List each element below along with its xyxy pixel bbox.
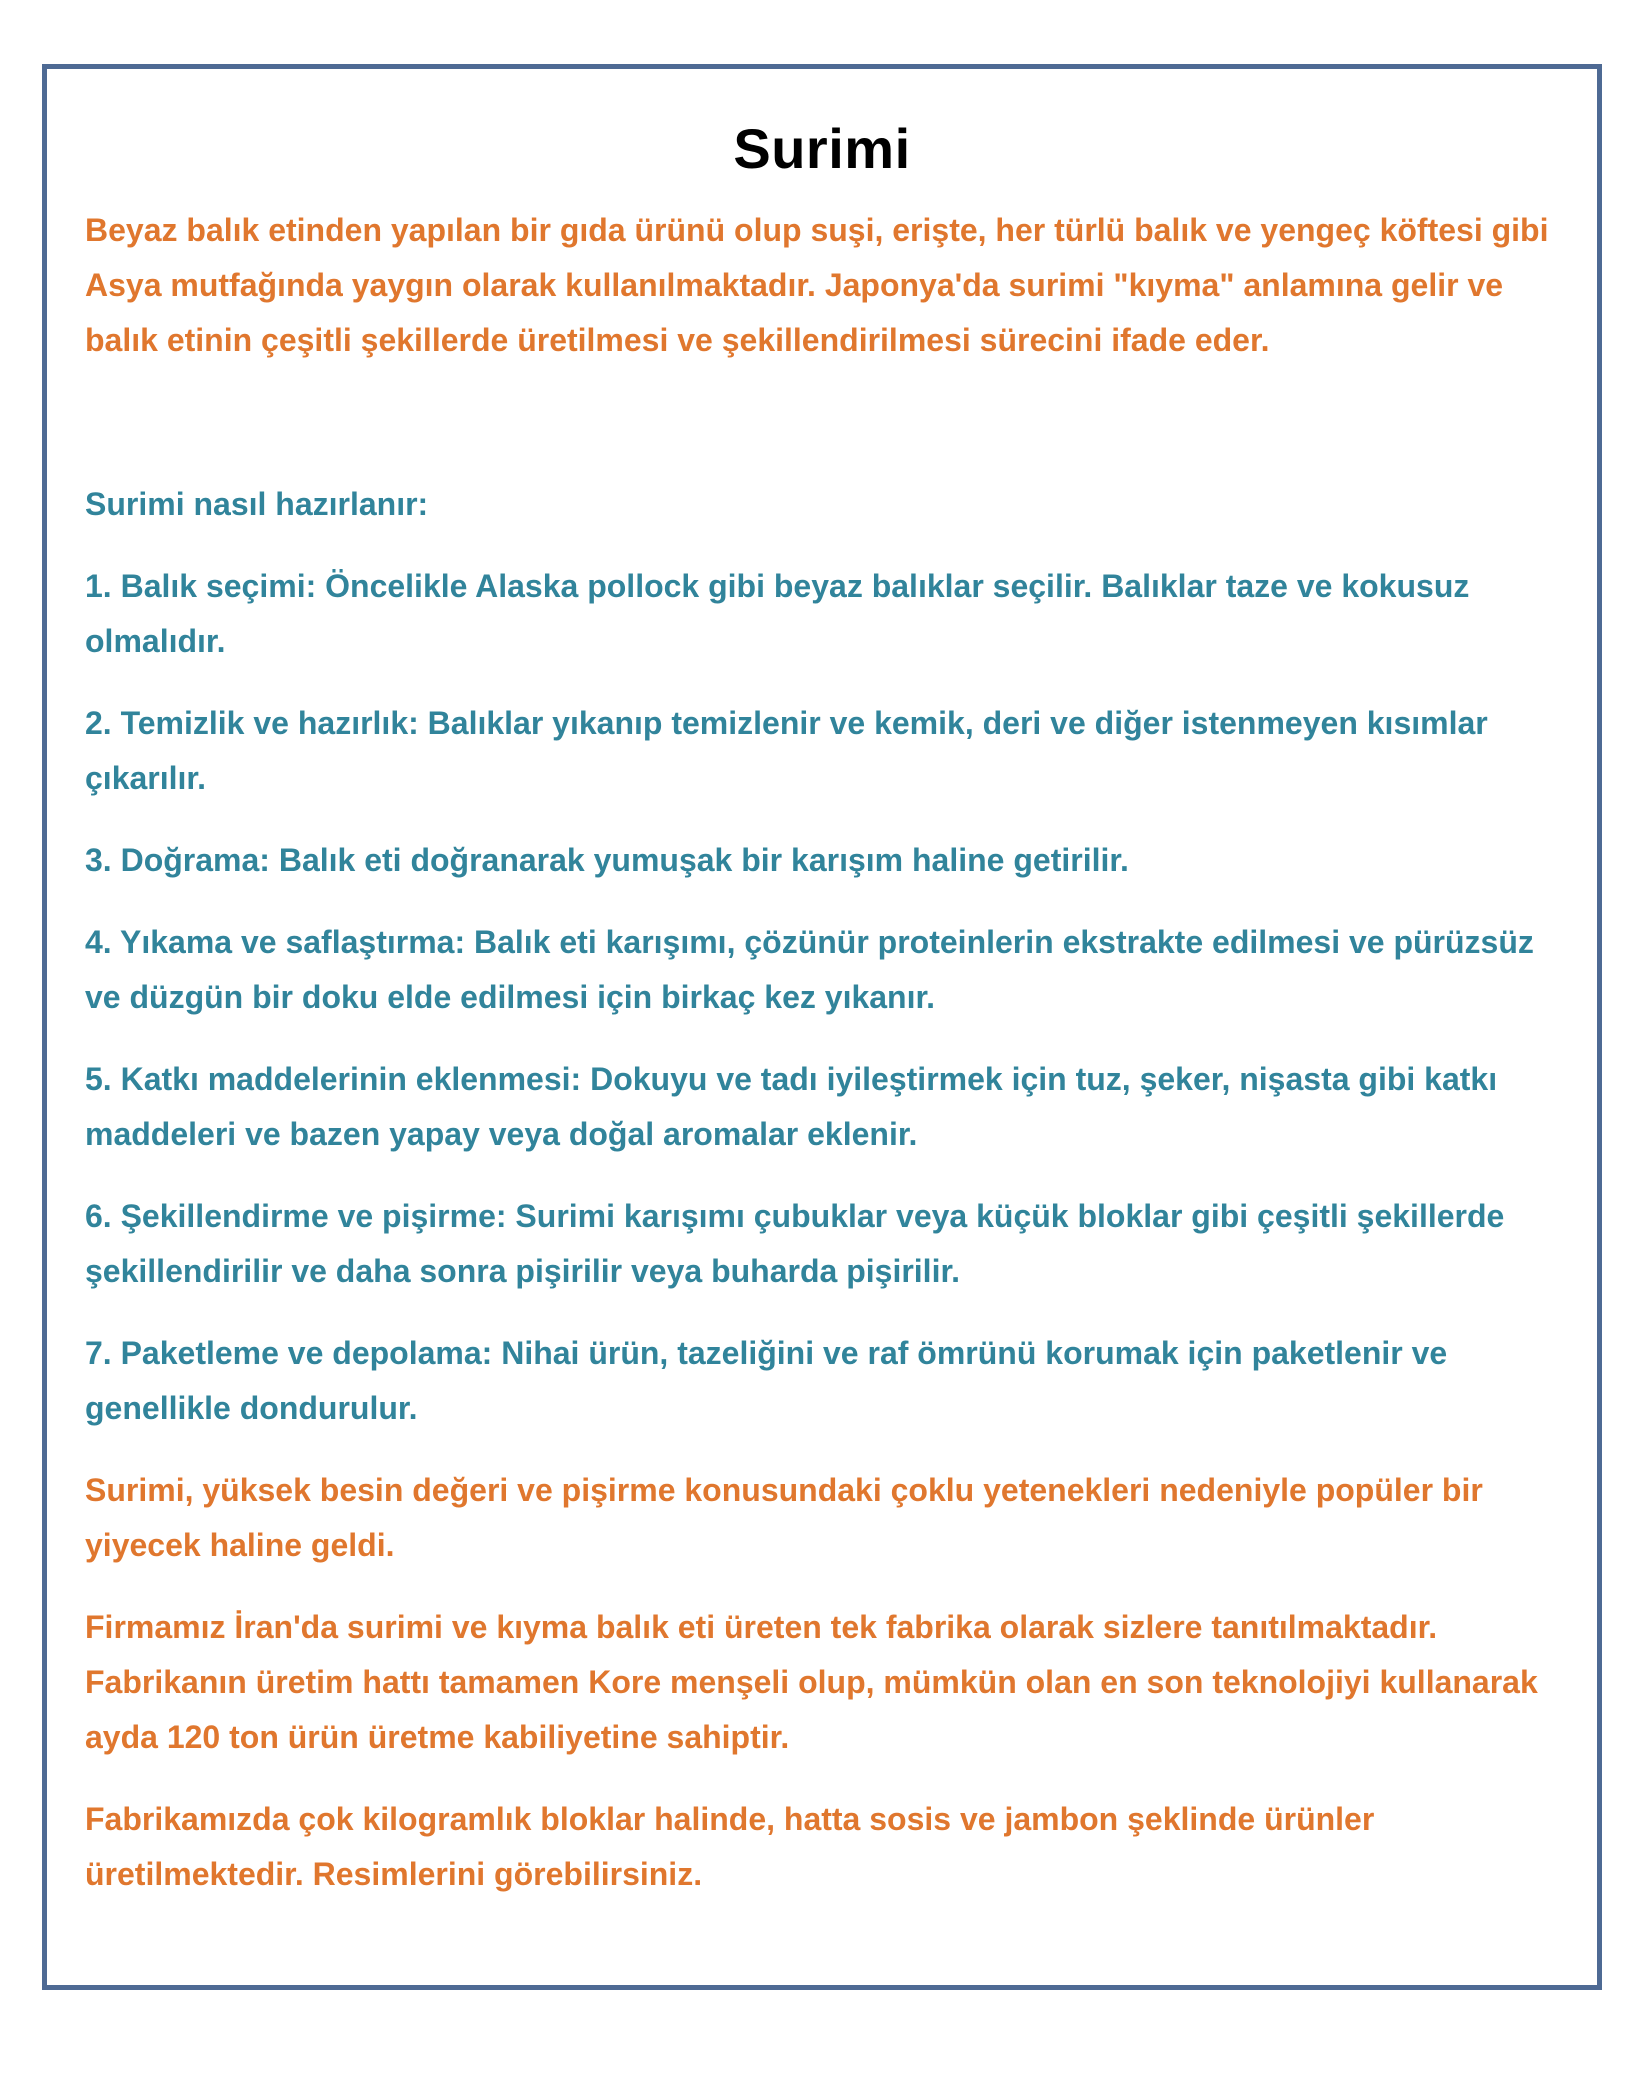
- document-frame: [42, 64, 1602, 1990]
- steps-heading: Surimi nasıl hazırlanır:: [85, 486, 429, 522]
- step-2: 2. Temizlik ve hazırlık: Balıklar yıkanıp temizlenir ve kemik, deri ve diğer istenmeyen kısımlar çıkarılır.: [85, 705, 1488, 796]
- closing-paragraph-3: Fabrikamızda çok kilogramlık bloklar halinde, hatta sosis ve jambon şeklinde ürünler üretilmektedir. Resimlerini görebilirsiniz.: [85, 1801, 1375, 1892]
- spacer: [85, 395, 1559, 477]
- step-5: 5. Katkı maddelerinin eklenmesi: Dokuyu ve tadı iyileştirmek için tuz, şeker, nişasta gibi katkı maddeleri ve bazen yapay veya doğal aromalar eklenir.: [85, 1061, 1498, 1152]
- step-7: 7. Paketleme ve depolama: Nihai ürün, tazeliğini ve raf ömrünü korumak için paketlenir ve genellikle dondurulur.: [85, 1335, 1448, 1426]
- document-content: [85, 109, 1559, 1929]
- closing-paragraph-2: Firmamız İran'da surimi ve kıyma balık eti üreten tek fabrika olarak sizlere tanıtılmaktadır. Fabrikanın üretim hattı tamamen Kore menşeli olup, mümkün olan en son teknolojiyi kullanarak ayda 120 ton ürün üretme kabiliyetine sahiptir.: [85, 1609, 1538, 1755]
- intro-paragraph: Beyaz balık etinden yapılan bir gıda ürünü olup suşi, erişte, her türlü balık ve yengeç köftesi gibi Asya mutfağında yaygın olarak kullanılmaktadır. Japonya'da surimi "kıyma" anlamına gelir ve balık etinin çeşitli şekillerde üretilmesi ve şekillendirilmesi sürecini ifade eder.: [85, 212, 1549, 358]
- step-6: 6. Şekillendirme ve pişirme: Surimi karışımı çubuklar veya küçük bloklar gibi çeşitli şekillerde şekillendirilir ve daha sonra pişirilir veya buharda pişirilir.: [85, 1198, 1505, 1289]
- closing-paragraph-1: Surimi, yüksek besin değeri ve pişirme konusundaki çoklu yetenekleri nedeniyle popüler bir yiyecek haline geldi.: [85, 1472, 1483, 1563]
- step-3: 3. Doğrama: Balık eti doğranarak yumuşak bir karışım haline getirilir.: [85, 842, 1129, 878]
- step-1: 1. Balık seçimi: Öncelikle Alaska pollock gibi beyaz balıklar seçilir. Balıklar taze ve kokusuz olmalıdır.: [85, 568, 1470, 659]
- step-4: 4. Yıkama ve saflaştırma: Balık eti karışımı, çözünür proteinlerin ekstrakte edilmesi ve pürüzsüz ve düzgün bir doku elde edilmesi için birkaç kez yıkanır.: [85, 924, 1534, 1015]
- page-title: Surimi: [733, 117, 911, 180]
